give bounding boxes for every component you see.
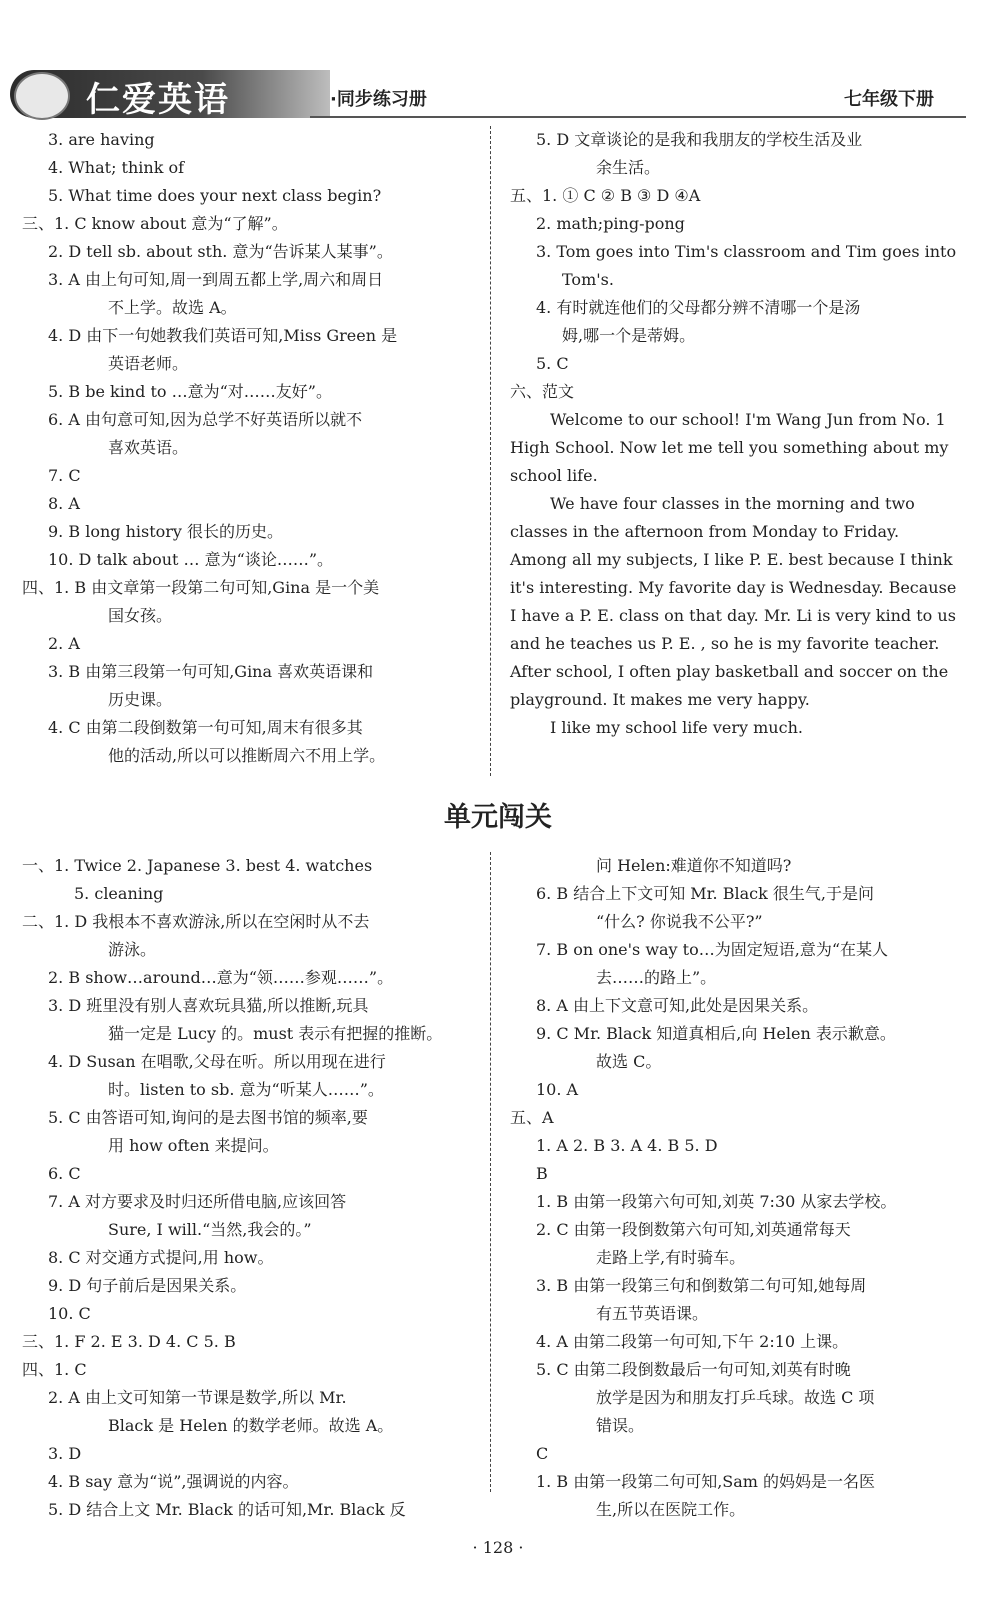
answer-line: 四、1. C xyxy=(22,1360,87,1379)
answer-line: 5. D 结合上文 Mr. Black 的话可知,Mr. Black 反 xyxy=(48,1500,406,1519)
answer-line: Tom's. xyxy=(562,270,614,289)
column-divider xyxy=(490,126,491,776)
answer-line: 3. D xyxy=(48,1444,82,1463)
answer-line: 5. What time does your next class begin? xyxy=(48,186,382,205)
page-header xyxy=(0,0,996,128)
answer-line: 国女孩。 xyxy=(108,606,173,625)
answer-line: 6. A 由句意可知,因为总学不好英语所以就不 xyxy=(48,410,363,429)
answer-line: Black 是 Helen 的数学老师。故选 A。 xyxy=(108,1416,394,1435)
answer-line: 余生活。 xyxy=(596,158,661,177)
answer-line: 3. B 由第一段第三句和倒数第二句可知,她每周 xyxy=(536,1276,867,1295)
answer-line: 喜欢英语。 xyxy=(108,438,189,457)
answer-line: 三、1. C know about 意为“了解”。 xyxy=(22,214,288,233)
answer-line: 2. math;ping-pong xyxy=(536,214,685,233)
answer-line: 7. A 对方要求及时归还所借电脑,应该回答 xyxy=(48,1192,347,1211)
answer-line: 姆,哪一个是蒂姆。 xyxy=(562,326,696,345)
answers-column-left-1 xyxy=(22,126,472,770)
answer-line: 3. B 由第三段第一句可知,Gina 喜欢英语课和 xyxy=(48,662,374,681)
answer-line: 英语老师。 xyxy=(108,354,189,373)
answer-line: 游泳。 xyxy=(108,940,157,959)
answer-line: 1. B 由第一段第二句可知,Sam 的妈妈是一名医 xyxy=(536,1472,876,1491)
answer-line: 五、A xyxy=(510,1108,554,1127)
answer-line: 猫一定是 Lucy 的。must 表示有把握的推断。 xyxy=(108,1024,443,1043)
answer-line: 9. C Mr. Black 知道真相后,向 Helen 表示歉意。 xyxy=(536,1024,896,1043)
answer-line: 2. C 由第一段倒数第六句可知,刘英通常每天 xyxy=(536,1220,851,1239)
answer-line: 5. C xyxy=(536,354,569,373)
answer-line: 一、1. Twice 2. Japanese 3. best 4. watches xyxy=(22,856,373,875)
answer-line: 9. B long history 很长的历史。 xyxy=(48,522,284,541)
answer-line: 8. C 对交通方式提问,用 how。 xyxy=(48,1248,274,1267)
answer-line: 二、1. D 我根本不喜欢游泳,所以在空闲时从不去 xyxy=(22,912,370,931)
column-divider xyxy=(490,852,491,1492)
answer-line: 走路上学,有时骑车。 xyxy=(596,1248,746,1267)
answer-line: 不上学。故选 A。 xyxy=(108,298,237,317)
answer-line: 4. C 由第二段倒数第一句可知,周末有很多其 xyxy=(48,718,363,737)
answer-line: C xyxy=(536,1444,549,1463)
answer-line: 4. B say 意为“说”,强调说的内容。 xyxy=(48,1472,299,1491)
answer-line: 3. A 由上句可知,周一到周五都上学,周六和周日 xyxy=(48,270,384,289)
essay-paragraph: Welcome to our school! I'm Wang Jun from No. 1 High School. Now let me tell you something about my school life. xyxy=(510,410,949,485)
answer-line: 错误。 xyxy=(596,1416,645,1435)
answer-line: 4. D 由下一句她教我们英语可知,Miss Green 是 xyxy=(48,326,398,345)
answer-line: 2. D tell sb. about sth. 意为“告诉某人某事”。 xyxy=(48,242,393,261)
answer-line: 放学是因为和朋友打乒乓球。故选 C 项 xyxy=(596,1388,875,1407)
answer-line: 8. A xyxy=(48,494,80,513)
unit-title: 单元闯关 xyxy=(444,802,552,833)
answer-line: 五、1. ① C ② B ③ D ④A xyxy=(510,186,701,205)
answer-line: 3. D 班里没有别人喜欢玩具猫,所以推断,玩具 xyxy=(48,996,369,1015)
answer-line: 时。listen to sb. 意为“听某人……”。 xyxy=(108,1080,384,1099)
answer-line: 10. C xyxy=(48,1304,91,1323)
answer-line: 历史课。 xyxy=(108,690,173,709)
answers-column-right-1 xyxy=(510,126,960,742)
answer-line: 故选 C。 xyxy=(596,1052,662,1071)
answer-line: 4. What; think of xyxy=(48,158,185,177)
answer-line: 4. 有时就连他们的父母都分辨不清哪一个是汤 xyxy=(536,298,861,317)
answer-line: 四、1. B 由文章第一段第二句可知,Gina 是一个美 xyxy=(22,578,380,597)
essay-paragraph: We have four classes in the morning and two classes in the afternoon from Monday to Friday. Among all my subjects, I like P. E. best because I think it's interesting. My favorite day is Wednesday. Because I have a P. E. class on that day. Mr. Li is very kind to us and he teaches us P. E. , so he is my favorite teacher. After school, I often play basketball and soccer on the playground. It makes me very happy. xyxy=(510,494,957,709)
answer-line: 5. cleaning xyxy=(74,884,164,903)
answer-line: 他的活动,所以可以推断周六不用上学。 xyxy=(108,746,386,765)
answer-line: 问 Helen:难道你不知道吗? xyxy=(596,856,792,875)
answer-line: 有五节英语课。 xyxy=(596,1304,709,1323)
answer-line: Sure, I will.“当然,我会的。” xyxy=(108,1220,312,1239)
answer-line: 5. B be kind to …意为“对……友好”。 xyxy=(48,382,332,401)
answer-line: 三、1. F 2. E 3. D 4. C 5. B xyxy=(22,1332,236,1351)
answer-line: 2. A 由上文可知第一节课是数学,所以 Mr. xyxy=(48,1388,347,1407)
answer-line: 生,所以在医院工作。 xyxy=(596,1500,746,1519)
brand-title: 仁爱英语 xyxy=(86,80,230,120)
answer-line: 5. C 由答语可知,询问的是去图书馆的频率,要 xyxy=(48,1108,368,1127)
answer-line: 7. C xyxy=(48,466,81,485)
heart-logo-icon xyxy=(14,72,70,120)
answer-line: 7. B on one's way to…为固定短语,意为“在某人 xyxy=(536,940,889,959)
answer-line: 6. C xyxy=(48,1164,81,1183)
answer-line: 10. D talk about … 意为“谈论……”。 xyxy=(48,550,333,569)
essay-paragraph: I like my school life very much. xyxy=(550,718,803,737)
answers-column-right-2 xyxy=(510,852,960,1524)
answer-line: 4. A 由第二段第一句可知,下午 2:10 上课。 xyxy=(536,1332,849,1351)
answer-line: 六、范文 xyxy=(510,382,575,401)
answer-line: 8. A 由上下文意可知,此处是因果关系。 xyxy=(536,996,819,1015)
answer-line: B xyxy=(536,1164,548,1183)
answer-line: 用 how often 来提问。 xyxy=(108,1136,279,1155)
answer-line: 2. B show…around…意为“领……参观……”。 xyxy=(48,968,394,987)
answer-line: “什么? 你说我不公平?” xyxy=(596,912,763,931)
answer-line: 3. Tom goes into Tim's classroom and Tim goes into xyxy=(536,242,957,261)
answer-line: 5. D 文章谈论的是我和我朋友的学校生活及业 xyxy=(536,130,863,149)
answer-line: 9. D 句子前后是因果关系。 xyxy=(48,1276,247,1295)
header-rule xyxy=(310,116,966,118)
answer-line: 1. A 2. B 3. A 4. B 5. D xyxy=(536,1136,718,1155)
answer-line: 去……的路上”。 xyxy=(596,968,717,987)
answer-line: 4. D Susan 在唱歌,父母在听。所以用现在进行 xyxy=(48,1052,386,1071)
header-subtitle: ·同步练习册 xyxy=(330,89,427,110)
page-number: · 128 · xyxy=(472,1538,524,1557)
answer-line: 5. C 由第二段倒数最后一句可知,刘英有时晚 xyxy=(536,1360,851,1379)
answers-column-left-2 xyxy=(22,852,472,1524)
answer-line: 6. B 结合上下文可知 Mr. Black 很生气,于是问 xyxy=(536,884,874,903)
answer-line: 10. A xyxy=(536,1080,579,1099)
answer-line: 2. A xyxy=(48,634,80,653)
answer-line: 1. B 由第一段第六句可知,刘英 7:30 从家去学校。 xyxy=(536,1192,897,1211)
answer-line: 3. are having xyxy=(48,130,155,149)
grade-label: 七年级下册 xyxy=(844,89,934,110)
